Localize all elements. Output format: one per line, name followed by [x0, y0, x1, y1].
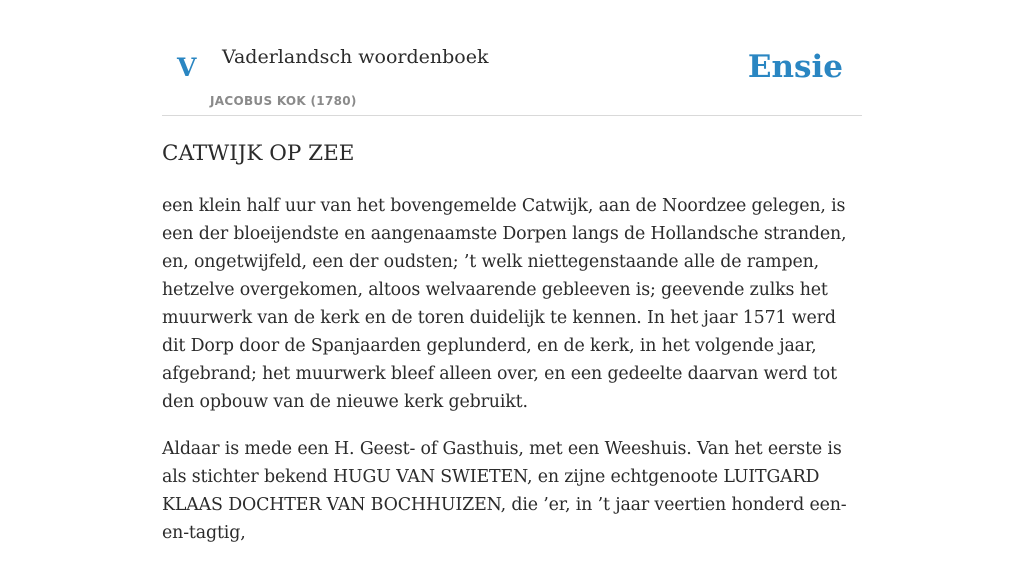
author-label: JACOBUS KOK (1780) [210, 94, 357, 108]
book-title-link[interactable]: Vaderlandsch woordenboek [222, 46, 489, 68]
page-container [162, 0, 862, 543]
entry-body [162, 192, 862, 566]
header [162, 0, 862, 116]
book-logo[interactable]: V [177, 53, 197, 82]
ensie-logo[interactable]: Ensie [747, 49, 843, 85]
entry-paragraph: Aldaar is mede een H. Geest- of Gasthuis, met een Weeshuis. Van het eerste is als stichter bekend HUGU VAN SWIETEN, en zijne echtgenoote LUITGARD KLAAS DOCHTER VAN BOCHHUIZEN, die ’er, in ’t jaar veertien honderd een-en-tagtig, [162, 439, 847, 543]
entry-paragraph: een klein half uur van het bovengemelde Catwijk, aan de Noordzee gelegen, is een der bloeijendste en aangenaamste Dorpen langs de Hollandsche stranden, en, ongetwijfeld, een der oudsten; ’t welk niettegenstaande alle de rampen, hetzelve overgekomen, altoos welvaarende gebleeven is; geevende zulks het muurwerk van de kerk en de toren duidelijk te kennen. In het jaar 1571 werd dit Dorp door de Spanjaarden geplunderd, en de kerk, in het volgende jaar, afgebrand; het muurwerk bleef alleen over, en een gedeelte daarvan werd tot den opbouw van de nieuwe kerk gebruikt. [162, 196, 847, 412]
entry-title: CATWIJK OP ZEE [162, 141, 355, 166]
